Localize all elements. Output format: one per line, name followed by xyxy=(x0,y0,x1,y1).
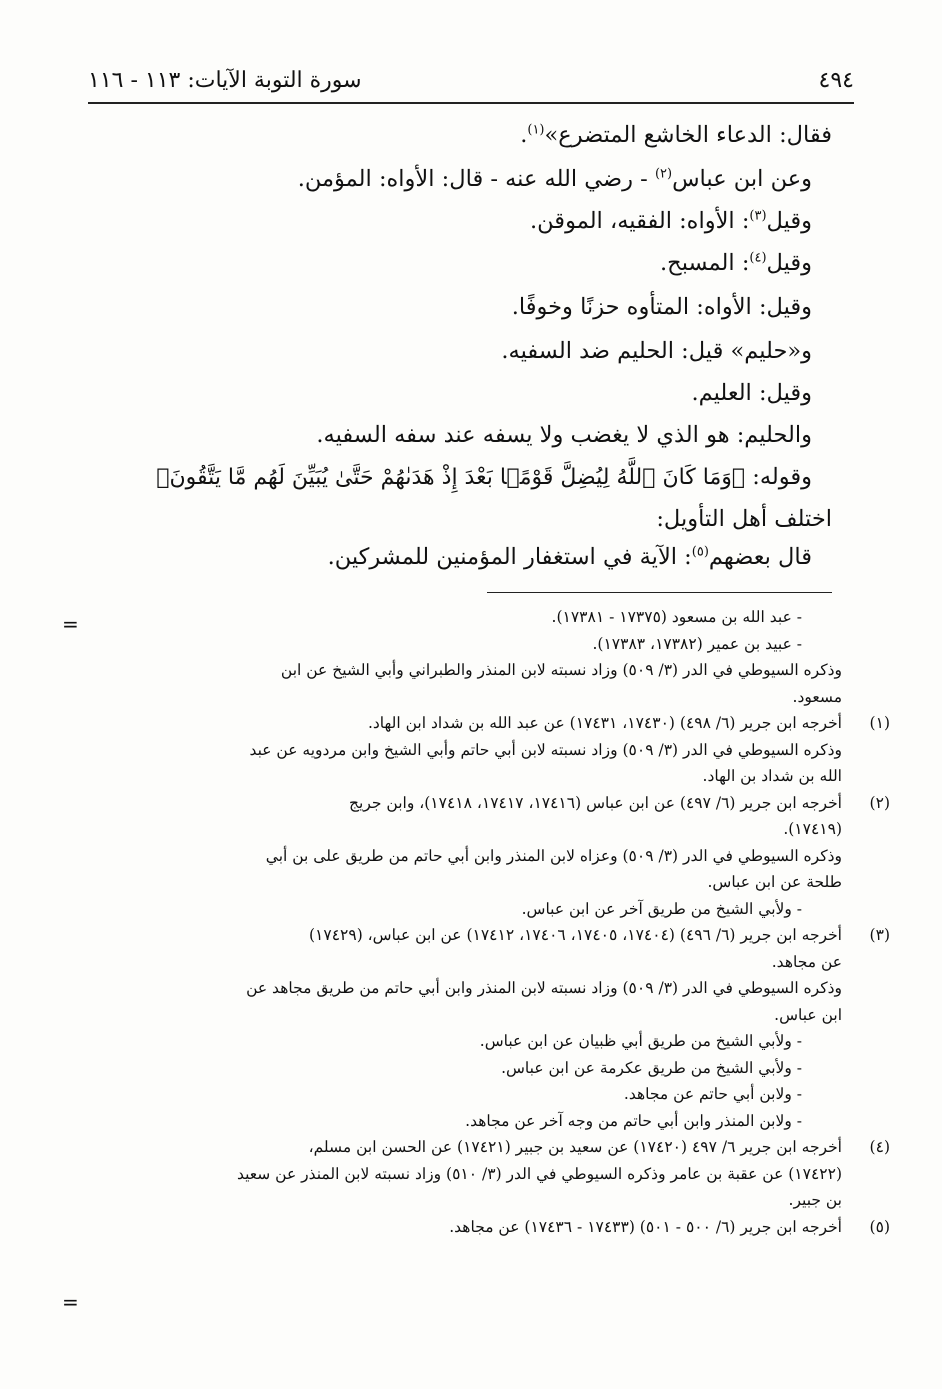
footnote-2: (٢) أخرجه ابن جرير (٦/ ٤٩٧) عن ابن عباس (١٧٤١٦، ١٧٤١٧، ١٧٤١٨)، وابن جريج (١٧٤١٩). وذكره السيوطي في الدر (٣/ ٥٠٩) وعزاه لابن المنذر وابن أبي حاتم من طريق على بن أبي طلحة عن ابن عباس. - ولأبي الشيخ من طريق آخر عن ابن عباس. xyxy=(98,790,842,923)
page-number: ٤٩٤ xyxy=(818,68,854,93)
main-text xyxy=(90,122,832,588)
footnote-number: (٣) xyxy=(869,926,890,944)
main-line: وقيل$^{(٤)}$: المسبح. xyxy=(660,250,812,276)
footnote-ref: (٥) xyxy=(691,544,709,560)
footnote-ref: (١) xyxy=(527,122,545,138)
main-line: وقوله: ﴿وَمَا كَانَ ٱللَّهُ لِيُضِلَّ قَوْمًۢا بَعْدَ إِذْ هَدَىٰهُمْ حَتَّىٰ يُبَيِّنَ لَهُم مَّا يَتَّقُونَ﴾ xyxy=(156,464,812,490)
running-title: سورة التوبة الآيات: ١١٣ - ١١٦ xyxy=(88,68,362,93)
main-line: و«حليم» قيل: الحليم ضد السفيه. xyxy=(501,338,812,364)
main-line: قال بعضهم$^{(٥)}$: الآية في استغفار المؤمنين للمشركين. xyxy=(327,544,812,570)
footnote-number: (٤) xyxy=(869,1138,890,1156)
main-line: اختلف أهل التأويل: xyxy=(656,506,832,532)
page-header xyxy=(88,62,854,104)
continuation-marker: = xyxy=(62,1290,79,1314)
footnote-number: (١) xyxy=(869,714,890,732)
footnote-ref: (٤) xyxy=(749,250,767,266)
main-line: والحليم: هو الذي لا يغضب ولا يسفه عند سفه السفيه. xyxy=(316,422,812,448)
main-line: وقيل$^{(٣)}$: الأواه: الفقيه، الموقن. xyxy=(530,208,812,234)
main-line: وعن ابن عباس$^{(٢)}$ - رضي الله عنه - قال: الأواه: المؤمن. xyxy=(297,166,812,192)
footnote-separator xyxy=(487,592,832,593)
footnote-ref: (٢) xyxy=(654,166,673,182)
footnote-number: (٢) xyxy=(869,793,890,812)
footnote-number: (٥) xyxy=(869,1217,890,1236)
footnotes xyxy=(98,604,890,1240)
continuation-marker: = xyxy=(62,612,79,636)
footnote-4: (٤) أخرجه ابن جرير ٦/ ٤٩٧ (١٧٤٢٠) عن سعيد بن جبير (١٧٤٢١) عن الحسن ابن مسلم، (١٧٤٢٢) عن عقبة بن عامر وذكره السيوطي في الدر (٣/ ٥١٠) وزاد نسبته لابن المنذر عن سعيد بن جبير. xyxy=(98,1134,842,1214)
footnote-3: (٣) أخرجه ابن جرير (٦/ ٤٩٦) (١٧٤٠٤، ١٧٤٠٥، ١٧٤٠٦، ١٧٤١٢) عن ابن عباس، (١٧٤٢٩) عن مجاهد. وذكره السيوطي في الدر (٣/ ٥٠٩) وزاد نسبته لابن المنذر وابن أبي حاتم من طريق مجاهد عن ابن عباس. - ولأبي الشيخ من طريق أبي ظبيان عن ابن عباس. - ولأبي الشيخ من طريق عكرمة عن ابن عباس. - ولابن أبي حاتم عن مجاهد. - ولابن المنذر وابن أبي حاتم من وجه آخر عن مجاهد. xyxy=(98,922,842,1134)
main-line: فقال: الدعاء الخاشع المتضرع»$^{(١)}$. xyxy=(520,122,832,148)
main-line: وقيل: الأواه: المتأوه حزنًا وخوفًا. xyxy=(511,294,812,320)
footnote-continued: - عبد الله بن مسعود (١٧٣٧٥ - ١٧٣٨١). - عبيد بن عمير (١٧٣٨٢، ١٧٣٨٣). وذكره السيوطي في الدر (٣/ ٥٠٩) وزاد نسبته لابن المنذر والطبراني وأبي الشيخ عن ابن مسعود. xyxy=(280,608,842,706)
footnote-1: (١) أخرجه ابن جرير (٦/ ٤٩٨) (١٧٤٣٠، ١٧٤٣١) عن عبد الله بن شداد ابن الهاد. وذكره السيوطي في الدر (٣/ ٥٠٩) وزاد نسبته لابن أبي حاتم وأبي الشيخ وابن مردويه عن عبد الله بن شداد بن الهاد. xyxy=(98,710,842,790)
main-line: وقيل: العليم. xyxy=(691,380,812,406)
footnote-ref: (٣) xyxy=(749,208,767,224)
footnote-5: (٥) أخرجه ابن جرير (٦/ ٥٠٠ - ٥٠١) (١٧٤٣٣ - ١٧٤٣٦) عن مجاهد. xyxy=(98,1214,842,1241)
quran-verse: ﴿وَمَا كَانَ ٱللَّهُ لِيُضِلَّ قَوْمًۢا بَعْدَ إِذْ هَدَىٰهُمْ حَتَّىٰ يُبَيِّنَ لَهُم مَّا يَتَّقُونَ﴾ xyxy=(156,465,746,490)
